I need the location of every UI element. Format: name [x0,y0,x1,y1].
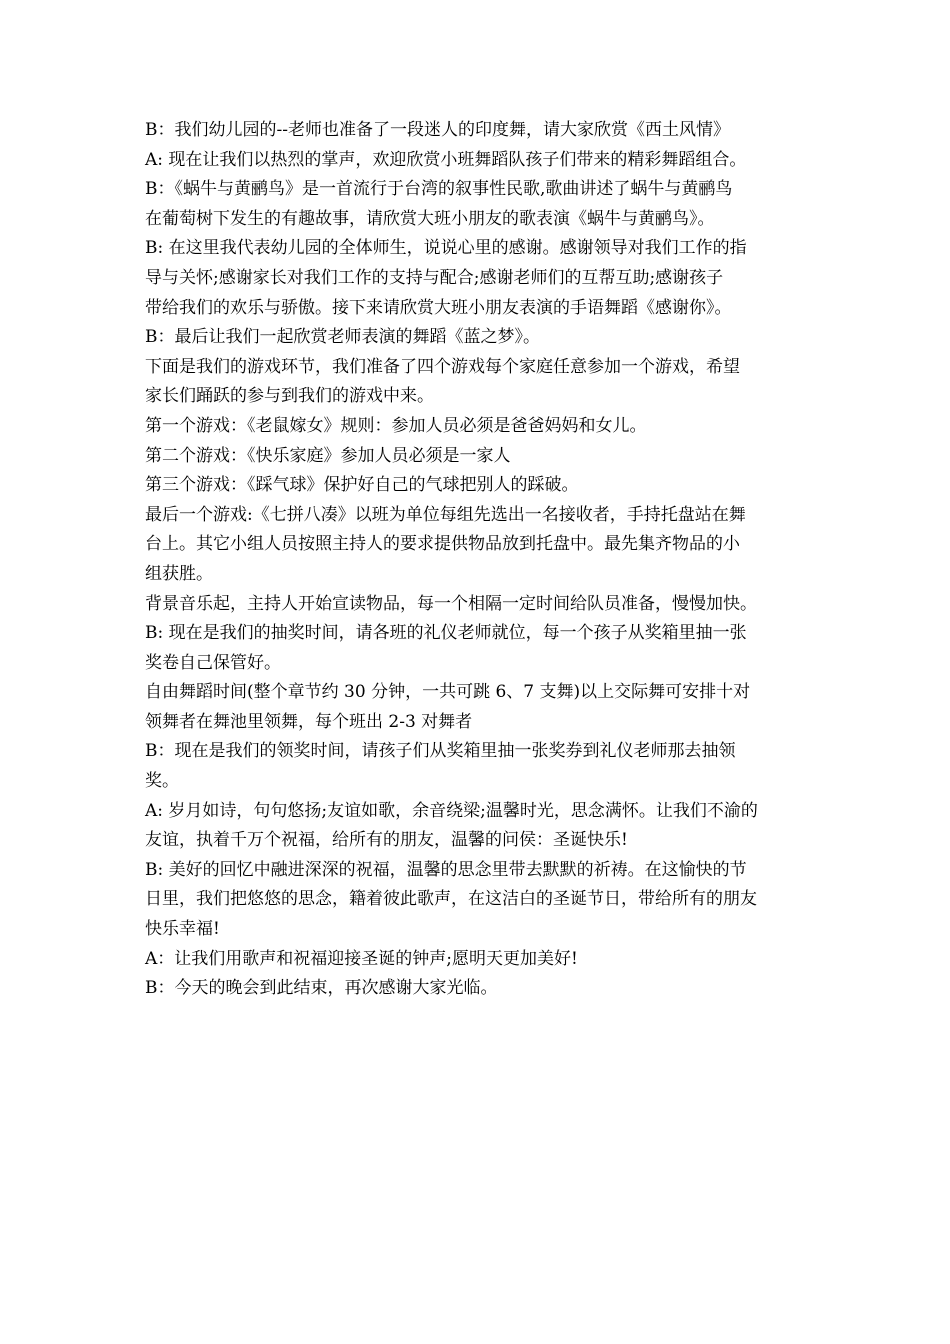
text-line: 背景音乐起，主持人开始宣读物品，每一个相隔一定时间给队员准备，慢慢加快。 [145,593,757,614]
text-line: 日里，我们把悠悠的思念，籍着彼此歌声，在这洁白的圣诞节日，带给所有的朋友 [145,889,757,910]
text-line: 领舞者在舞池里领舞，每个班出 2-3 对舞者 [145,711,473,732]
text-line: A: 现在让我们以热烈的掌声，欢迎欣赏小班舞蹈队孩子们带来的精彩舞蹈组合。 [145,149,747,170]
text-line: 快乐幸福! [145,919,220,940]
text-line: 在葡萄树下发生的有趣故事，请欣赏大班小朋友的歌表演《蜗牛与黄鹂鸟》。 [145,208,715,229]
text-line: 下面是我们的游戏环节，我们准备了四个游戏每个家庭任意参加一个游戏，希望 [145,356,740,377]
text-line: 组获胜。 [145,563,213,584]
text-line: 最后一个游戏:《七拼八凑》以班为单位每组先选出一名接收者，手持托盘站在舞 [145,504,746,525]
text-line: B：最后让我们一起欣赏老师表演的舞蹈《蓝之梦》。 [145,327,540,348]
text-line: 奖卷自己保管好。 [145,652,281,673]
text-line: B: 美好的回忆中融进深深的祝福，温馨的思念里带去默默的祈祷。在这愉快的节 [145,859,747,880]
text-line: 第二个游戏：《快乐家庭》参加人员必须是一家人 [145,445,511,466]
text-line: 家长们踊跃的参与到我们的游戏中来。 [145,386,434,407]
text-line: B：今天的晚会到此结束，再次感谢大家光临。 [145,978,498,999]
text-line: B: 现在是我们的抽奖时间，请各班的礼仪老师就位，每一个孩子从奖箱里抽一张 [145,623,747,644]
text-line: A: 岁月如诗，句句悠扬;友谊如歌，余音绕梁;温馨时光，思念满怀。让我们不渝的 [145,800,758,821]
text-line: B: 在这里我代表幼儿园的全体师生，说说心里的感谢。感谢领导对我们工作的指 [145,238,747,259]
text-line: 第三个游戏：《踩气球》保护好自己的气球把别人的踩破。 [145,475,579,496]
text-line: 带给我们的欢乐与骄傲。接下来请欣赏大班小朋友表演的手语舞蹈《感谢你》。 [145,297,732,318]
text-line: 第一个游戏：《老鼠嫁女》规则：参加人员必须是爸爸妈妈和女儿。 [145,415,647,436]
text-line: 导与关怀;感谢家长对我们工作的支持与配合;感谢老师们的互帮互助;感谢孩子 [145,267,724,288]
text-line: 友谊，执着千万个祝福，给所有的朋友，温馨的问侯：圣诞快乐! [145,830,628,851]
text-line: 自由舞蹈时间(整个章节约 30 分钟，一共可跳 6、7 支舞)以上交际舞可安排十对 [145,682,751,703]
document-page [145,120,810,1008]
text-line: A：让我们用歌声和祝福迎接圣诞的钟声;愿明天更加美好! [145,948,578,969]
text-line: 台上。其它小组人员按照主持人的要求提供物品放到托盘中。最先集齐物品的小 [145,534,740,555]
text-line: B：现在是我们的领奖时间，请孩子们从奖箱里抽一张奖券到礼仪老师那去抽领 [145,741,736,762]
text-line: 奖。 [145,771,179,792]
text-line: B：我们幼儿园的--老师也准备了一段迷人的印度舞，请大家欣赏《西土风情》 [145,120,730,140]
text-line: B：《蜗牛与黄鹂鸟》是一首流行于台湾的叙事性民歌,歌曲讲述了蜗牛与黄鹂鸟 [145,179,733,200]
